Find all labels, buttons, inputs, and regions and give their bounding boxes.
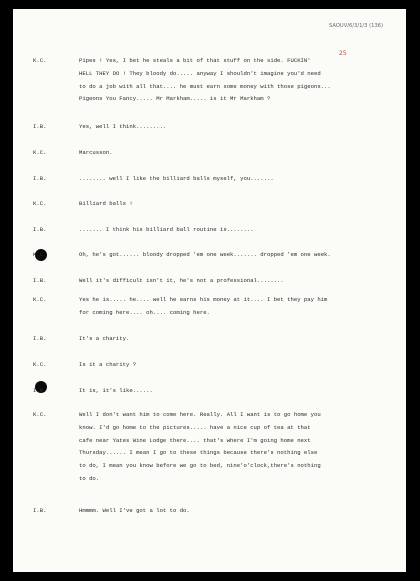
speech-line: Yes, well I think......... <box>79 123 167 130</box>
speaker-initials: K.C. <box>33 149 47 156</box>
speech-text <box>79 294 397 320</box>
speech-text <box>79 505 397 518</box>
speech-line: know. I'd go home to the pictures..... have a nice cup of tea at that <box>79 423 311 431</box>
speech-line: It is, it's like...... <box>79 387 153 394</box>
speech-line: ....... I think his billiard ball routine is........ <box>79 226 254 233</box>
speaker-initials: K.C. <box>33 361 47 368</box>
speech-line: Well I don't want him to come here. Really. All I want is to go home you <box>79 411 321 418</box>
speaker-initials: I.B. <box>33 507 47 514</box>
speaker-initials: I.B. <box>33 387 47 394</box>
speech-line: Pipes ! Yes, I bet he steals a bit of that stuff on the side. FUCKIN' <box>79 57 311 64</box>
speaker-initials: I.B. <box>33 277 47 284</box>
speaker-initials: I.B. <box>33 123 47 130</box>
speech-text <box>79 147 397 160</box>
speech-line: Thursday...... I mean I go to these things because there's nothing else <box>79 449 318 457</box>
speaker-initials: I.B. <box>33 175 47 182</box>
speech-text <box>79 385 397 398</box>
speaker-initials: I.B. <box>33 335 47 342</box>
speech-line: Oh, he's got...... bloody dropped 'em one week....... dropped 'em one week. <box>79 251 331 258</box>
speech-line: to do, I mean you know before we go to bed, nine'o'clock,there's nothing <box>79 462 321 470</box>
speech-text <box>79 198 397 211</box>
speech-line: cafe near Yates Wine Lodge there.... that's where I'm going home next <box>79 436 311 444</box>
speech-text <box>79 121 397 134</box>
archive-reference: SAOUV/6/3/1/3 (136) <box>329 23 384 29</box>
speech-text <box>79 359 397 372</box>
speech-line: ........ well I like the billiard balls myself, you....... <box>79 175 274 182</box>
speech-text <box>79 249 397 262</box>
speech-text <box>79 409 397 486</box>
speech-text <box>79 173 397 186</box>
speaker-initials: K.C. <box>33 296 47 303</box>
speech-line: Is it a charity ? <box>79 361 137 368</box>
speech-line: Marcusson. <box>79 149 113 156</box>
speech-text <box>79 55 397 106</box>
speech-line: Yes he is..... he.... well he earns his money at it.... I bet they pay him <box>79 296 328 303</box>
speech-line: for coming here.... oh.... coming here. <box>79 308 210 316</box>
speech-line: It's a charity. <box>79 335 130 342</box>
speech-text <box>79 333 397 346</box>
speech-line: Pigeons You Fancy..... Mr Markham..... is it Mr Markham ? <box>79 95 271 103</box>
speaker-initials: K.C. <box>33 251 47 258</box>
speech-text <box>79 224 397 237</box>
speaker-initials: K.C. <box>33 57 47 64</box>
speech-text <box>79 275 397 288</box>
speech-line: Hmmmm. Well I've got a lot to do. <box>79 507 190 514</box>
speech-line: to do. <box>79 474 100 482</box>
speaker-initials: K.C. <box>33 411 47 418</box>
speech-line: Billiard balls ! <box>79 200 133 207</box>
transcript-page <box>13 9 406 572</box>
speaker-initials: K.C. <box>33 200 47 207</box>
speech-line: Well it's difficult isn't it, he's not a professional........ <box>79 277 284 284</box>
page-number: 25 <box>339 50 347 57</box>
speech-line: HELL THEY DO ! They bloody do..... anyway I shouldn't imagine you'd need <box>79 69 321 77</box>
speaker-initials: I.B. <box>33 226 47 233</box>
speech-line: to do a job with all that.... he must earn some money with those pigeons... <box>79 82 331 90</box>
